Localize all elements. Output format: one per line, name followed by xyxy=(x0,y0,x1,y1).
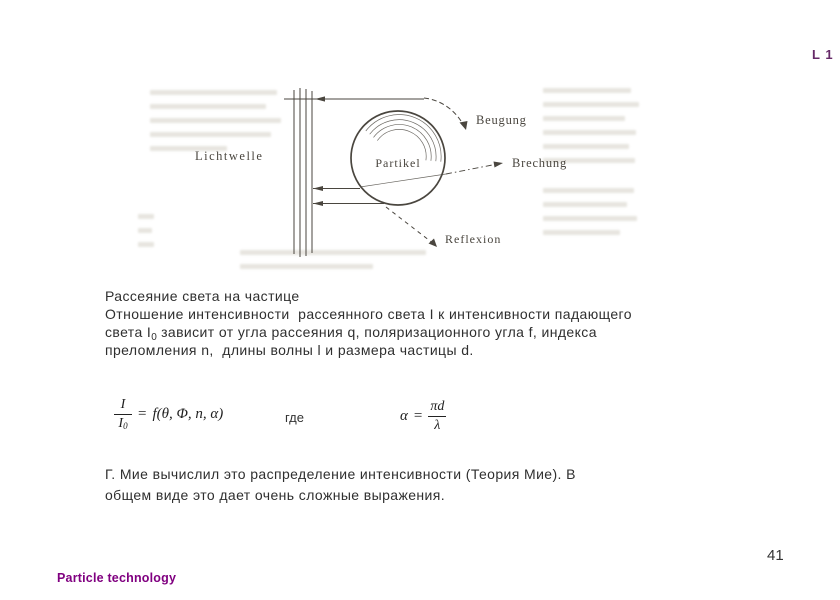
reflection-ray xyxy=(386,207,434,244)
equals-sign: = xyxy=(413,408,423,424)
slide-title: Рассеяние света на частице xyxy=(105,288,300,304)
paragraph-line: Отношение интенсивности рассеянного света I к интенсивности падающего xyxy=(105,306,632,322)
body-paragraph xyxy=(105,287,632,359)
footer-brand: Particle technology xyxy=(57,571,177,585)
label-beugung: Beugung xyxy=(476,113,527,127)
fraction-bar xyxy=(114,414,132,415)
internal-wavefront-arcs xyxy=(366,115,441,162)
label-partikel: Partikel xyxy=(375,156,421,170)
arrowhead-beugung xyxy=(460,121,468,130)
arrowhead-brechung xyxy=(494,162,504,168)
paragraph-line: общем виде это дает очень сложные выражения. xyxy=(105,486,446,503)
diagram-drawing xyxy=(130,78,650,278)
fraction-denominator: λ xyxy=(434,418,441,433)
refraction-arrow xyxy=(446,164,500,175)
fraction-denominator: $I_0$ xyxy=(118,416,128,431)
equals-sign: = xyxy=(138,406,147,422)
label-brechung: Brechung xyxy=(512,156,567,170)
arrowhead-left-top xyxy=(315,96,325,101)
arrowhead-left-middle xyxy=(313,186,323,191)
arrowhead-left-bottom xyxy=(313,201,323,206)
arrowhead-reflexion xyxy=(429,239,438,248)
alpha-formula xyxy=(400,399,446,434)
fraction-numerator: πd xyxy=(430,399,445,414)
fraction-numerator: I xyxy=(120,397,126,412)
scattering-diagram xyxy=(130,78,650,278)
intensity-ratio-formula xyxy=(114,397,223,432)
where-label: где xyxy=(285,410,304,425)
label-lichtwelle: Lichtwelle xyxy=(195,149,264,163)
page-number: 41 xyxy=(767,547,784,564)
subscript-zero: 0 xyxy=(151,332,157,343)
formula-rhs: f(θ, Φ, n, α) xyxy=(152,406,224,422)
fraction xyxy=(428,399,446,434)
label-reflexion: Reflexion xyxy=(445,232,502,246)
formula-lhs: α xyxy=(400,408,408,424)
mie-paragraph xyxy=(105,464,576,505)
fraction xyxy=(114,397,132,432)
refraction-ray xyxy=(360,174,446,187)
paragraph-line: Г. Мие вычислил это распределение интенсивности (Теория Мие). В xyxy=(105,466,576,482)
paragraph-line: света $I_0$ зависит от угла рассеяния q, поляризационного угла f, индекса xyxy=(105,324,597,343)
wavefront-lines xyxy=(294,88,312,257)
fraction-bar xyxy=(428,416,446,417)
diffraction-arrow xyxy=(424,98,464,126)
paragraph-line: преломления n, длины волны l и размера частицы d. xyxy=(105,342,474,358)
course-code-label: L 1 xyxy=(812,47,834,62)
